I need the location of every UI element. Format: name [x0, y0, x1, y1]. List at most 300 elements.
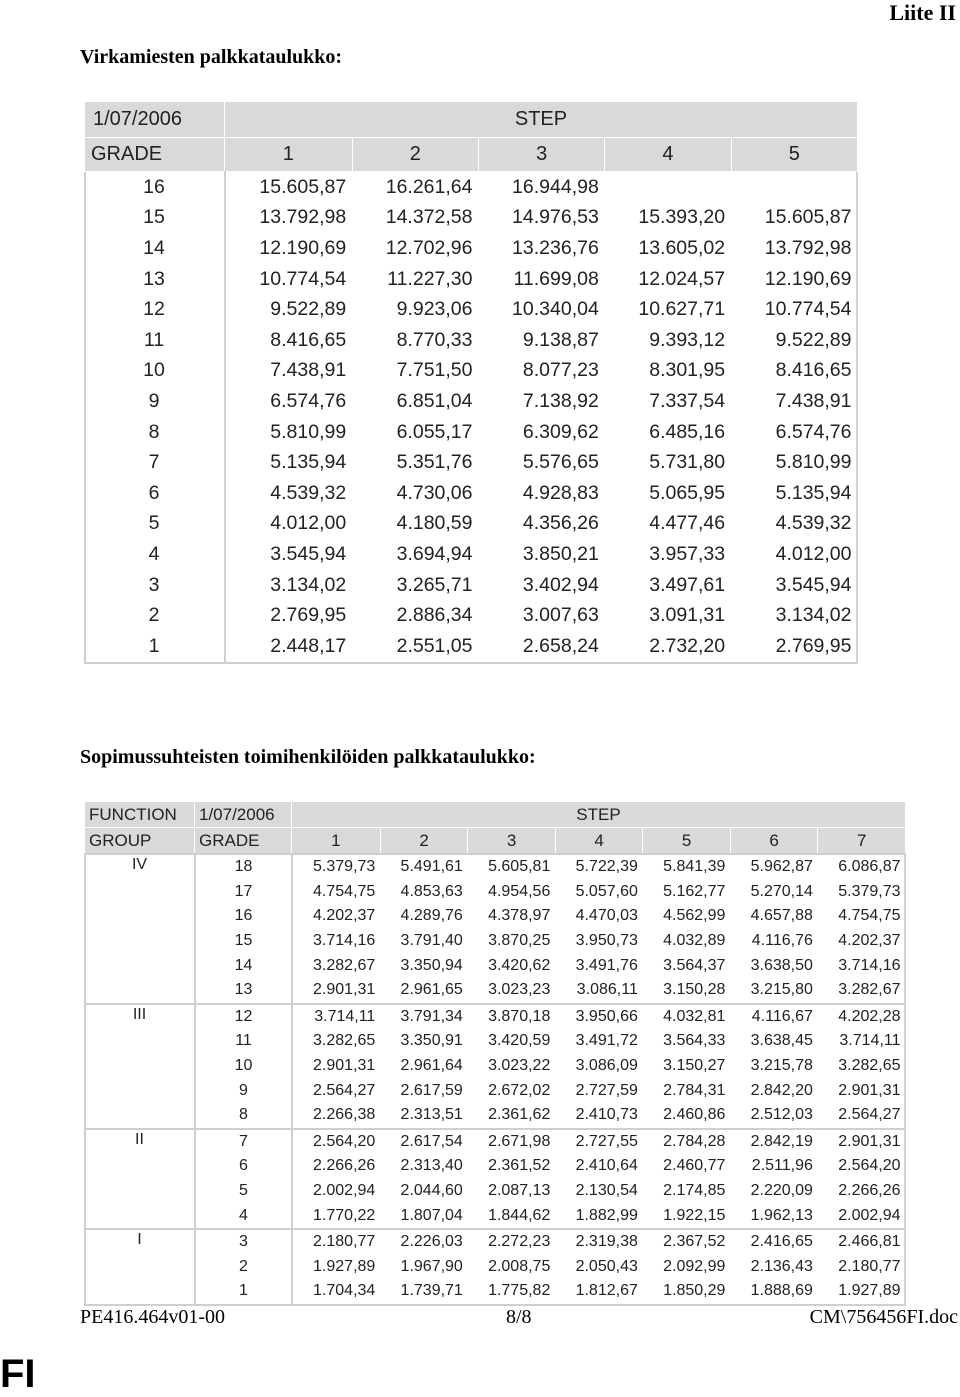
table-row: [85, 1103, 906, 1129]
table-row: [85, 509, 858, 540]
salary-cell: 5.810,99: [270, 420, 347, 443]
salary-cell: 5.270,14: [750, 882, 813, 900]
salary-cell: [731, 172, 857, 203]
salary-cell: 1.882,99: [575, 1206, 638, 1224]
salary-cell: 3.023,22: [488, 1057, 551, 1075]
salary-cell: 2.180,77: [838, 1257, 901, 1275]
step-number: 6: [730, 828, 818, 855]
salary-cell: 3.870,18: [468, 1004, 556, 1030]
salary-cell: 2.564,20: [292, 1129, 381, 1155]
salary-cell: 8.301,95: [649, 359, 726, 382]
table-row: [85, 478, 858, 509]
salary-cell: 3.215,78: [750, 1057, 813, 1075]
salary-cell: 2.512,03: [750, 1106, 813, 1124]
salary-cell: 2.087,13: [488, 1182, 551, 1200]
grade-cell: 2: [195, 1255, 292, 1280]
salary-cell: 1.775,82: [468, 1279, 556, 1305]
salary-cell: 2.220,09: [750, 1182, 813, 1200]
salary-cell: 4.730,06: [396, 481, 473, 504]
table-row: [85, 631, 858, 663]
salary-cell: 6.574,76: [775, 420, 852, 443]
grade-cell: 14: [195, 953, 292, 978]
salary-cell: 2.361,52: [488, 1157, 551, 1175]
salary-cell: 10.774,54: [259, 267, 347, 290]
grade-cell: 8: [195, 1103, 292, 1129]
salary-cell: 5.722,39: [555, 854, 643, 880]
table-row: [85, 880, 906, 905]
salary-cell: 9.138,87: [522, 328, 599, 351]
salary-cell: 1.850,29: [643, 1279, 731, 1305]
salary-cell: 12.024,57: [638, 267, 726, 290]
salary-cell: 2.842,20: [750, 1081, 813, 1099]
salary-cell: 2.002,94: [838, 1206, 901, 1224]
grade-cell: 15: [85, 203, 225, 234]
table-row: [85, 1179, 906, 1204]
salary-cell: 4.754,75: [313, 882, 376, 900]
salary-cell: 2.769,95: [731, 631, 857, 663]
salary-cell: 2.564,27: [313, 1081, 376, 1099]
salary-cell: 4.202,37: [313, 907, 376, 925]
salary-cell: 4.539,32: [775, 512, 852, 535]
salary-cell: 9.522,89: [270, 298, 347, 321]
table-row: [85, 203, 858, 234]
salary-cell: 13.792,98: [764, 236, 852, 259]
salary-cell: 4.539,32: [270, 481, 347, 504]
table-row: [85, 1029, 906, 1054]
grade-cell: 6: [195, 1154, 292, 1179]
salary-cell: 2.658,24: [479, 631, 605, 663]
language-code: FI: [0, 1352, 36, 1396]
salary-cell: 4.202,37: [838, 932, 901, 950]
salary-cell: 1.888,69: [730, 1279, 818, 1305]
step-number: 1: [292, 828, 381, 855]
salary-cell: 2.002,94: [313, 1182, 376, 1200]
grade-cell: 1: [85, 631, 225, 663]
table-row: [85, 953, 906, 978]
step-number: 4: [605, 138, 731, 172]
salary-cell: 3.638,45: [750, 1032, 813, 1050]
table-row: [85, 417, 858, 448]
salary-cell: 1.704,34: [292, 1279, 381, 1305]
salary-cell: 2.266,38: [313, 1106, 376, 1124]
salary-cell: 3.282,67: [313, 956, 376, 974]
salary-cell: 2.174,85: [663, 1182, 726, 1200]
salary-cell: 2.551,05: [352, 631, 478, 663]
officials-table-title: Virkamiesten palkkataulukko:: [80, 46, 343, 68]
salary-cell: 4.032,89: [663, 932, 726, 950]
salary-cell: 4.853,63: [400, 882, 463, 900]
salary-cell: 7.438,91: [270, 359, 347, 382]
salary-cell: 2.460,77: [663, 1157, 726, 1175]
salary-cell: 3.497,61: [649, 573, 726, 596]
salary-cell: 12.702,96: [385, 236, 473, 259]
salary-cell: 3.870,25: [488, 932, 551, 950]
salary-cell: 3.638,50: [750, 956, 813, 974]
grade-cell: 16: [85, 172, 225, 203]
table-date: 1/07/2006: [195, 802, 292, 828]
salary-cell: 6.485,16: [649, 420, 726, 443]
salary-cell: 3.950,66: [555, 1004, 643, 1030]
salary-cell: 9.522,89: [775, 328, 852, 351]
salary-cell: 3.215,80: [750, 981, 813, 999]
grade-header: GRADE: [85, 138, 225, 172]
salary-cell: 1.967,90: [400, 1257, 463, 1275]
salary-cell: 2.886,34: [396, 604, 473, 627]
step-number: 5: [643, 828, 731, 855]
salary-cell: 3.134,02: [270, 573, 347, 596]
salary-cell: 1.962,13: [750, 1206, 813, 1224]
table-row: [85, 1255, 906, 1280]
table-row: [85, 1203, 906, 1229]
salary-cell: 2.226,03: [380, 1229, 468, 1255]
grade-cell: 11: [85, 325, 225, 356]
table-row: [85, 570, 858, 601]
salary-cell: 2.732,20: [605, 631, 731, 663]
salary-cell: 4.202,28: [818, 1004, 906, 1030]
doc-reference: PE416.464v01-00: [80, 1306, 225, 1328]
grade-cell: 4: [195, 1203, 292, 1229]
salary-cell: 2.008,75: [488, 1257, 551, 1275]
function-group-cell: II: [85, 1129, 195, 1229]
salary-cell: 5.731,80: [649, 451, 726, 474]
salary-cell: 5.962,87: [730, 854, 818, 880]
salary-cell: 3.791,40: [400, 932, 463, 950]
salary-cell: 15.605,87: [259, 175, 347, 198]
table-row: [85, 539, 858, 570]
salary-cell: 3.282,65: [313, 1032, 376, 1050]
salary-cell: 4.562,99: [663, 907, 726, 925]
salary-cell: 2.617,59: [400, 1081, 463, 1099]
salary-cell: 6.309,62: [522, 420, 599, 443]
salary-cell: 2.367,52: [643, 1229, 731, 1255]
salary-cell: 6.574,76: [270, 389, 347, 412]
salary-cell: 3.086,11: [576, 981, 638, 999]
salary-cell: 2.466,81: [818, 1229, 906, 1255]
salary-cell: 3.714,16: [838, 956, 901, 974]
salary-cell: 4.477,46: [649, 512, 726, 535]
table-row: [85, 447, 858, 478]
step-number: 5: [731, 138, 857, 172]
grade-cell: 7: [195, 1129, 292, 1155]
salary-cell: 2.671,98: [468, 1129, 556, 1155]
salary-cell: 2.130,54: [575, 1182, 638, 1200]
grade-cell: 12: [85, 294, 225, 325]
salary-cell: 4.470,03: [575, 907, 638, 925]
salary-cell: 4.378,97: [488, 907, 551, 925]
step-number: 7: [818, 828, 906, 855]
grade-cell: 18: [195, 854, 292, 880]
salary-cell: 2.050,43: [575, 1257, 638, 1275]
table-row: [85, 929, 906, 954]
salary-cell: 3.091,31: [649, 604, 726, 627]
grade-cell: 13: [85, 264, 225, 295]
salary-cell: 15.393,20: [638, 206, 726, 229]
salary-cell: 2.961,64: [400, 1057, 463, 1075]
table-row: [85, 1229, 906, 1255]
table-row: [85, 1054, 906, 1079]
salary-cell: 5.841,39: [643, 854, 731, 880]
salary-cell: 5.379,73: [838, 882, 901, 900]
salary-cell: 3.023,23: [488, 981, 551, 999]
salary-cell: 8.077,23: [522, 359, 599, 382]
salary-cell: 3.694,94: [396, 542, 473, 565]
salary-cell: 3.545,94: [775, 573, 852, 596]
salary-cell: 3.714,11: [292, 1004, 381, 1030]
salary-cell: 2.180,77: [292, 1229, 381, 1255]
salary-cell: 2.901,31: [838, 1081, 901, 1099]
salary-cell: 2.564,27: [838, 1106, 901, 1124]
grade-cell: 6: [85, 478, 225, 509]
step-number: 2: [380, 828, 468, 855]
salary-cell: 1.807,04: [400, 1206, 463, 1224]
table-date: 1/07/2006: [85, 102, 225, 138]
salary-cell: 2.460,86: [663, 1106, 726, 1124]
table-row: [85, 1154, 906, 1179]
salary-cell: [605, 172, 731, 203]
salary-cell: 13.605,02: [638, 236, 726, 259]
grade-cell: 1: [195, 1279, 292, 1305]
salary-cell: 2.266,26: [838, 1182, 901, 1200]
salary-cell: 3.265,71: [396, 573, 473, 596]
table-row: [85, 264, 858, 295]
salary-cell: 4.116,76: [751, 932, 813, 950]
table-row: [85, 294, 858, 325]
step-number: 3: [468, 828, 556, 855]
salary-cell: 3.150,28: [663, 981, 726, 999]
salary-cell: 3.282,67: [838, 981, 901, 999]
salary-cell: 3.950,73: [575, 932, 638, 950]
salary-cell: 4.928,83: [522, 481, 599, 504]
annex-label: Liite II: [889, 0, 956, 25]
table-row: [85, 600, 858, 631]
grade-cell: 10: [195, 1054, 292, 1079]
salary-cell: 13.792,98: [259, 206, 347, 229]
step-number: 3: [479, 138, 605, 172]
salary-cell: 3.545,94: [270, 542, 347, 565]
salary-cell: 2.410,73: [575, 1106, 638, 1124]
salary-cell: 5.576,65: [522, 451, 599, 474]
grade-cell: 17: [195, 880, 292, 905]
salary-cell: 4.289,76: [400, 907, 463, 925]
salary-cell: 5.135,94: [775, 481, 852, 504]
salary-cell: 2.092,99: [663, 1257, 726, 1275]
salary-cell: 4.180,59: [396, 512, 473, 535]
grade-cell: 14: [85, 233, 225, 264]
salary-cell: 9.923,06: [396, 298, 473, 321]
grade-cell: 7: [85, 447, 225, 478]
salary-cell: 3.134,02: [775, 604, 852, 627]
salary-cell: 9.393,12: [649, 328, 726, 351]
salary-cell: 3.714,16: [313, 932, 376, 950]
grade-cell: 13: [195, 978, 292, 1004]
salary-cell: 2.727,55: [555, 1129, 643, 1155]
salary-cell: 1.812,67: [555, 1279, 643, 1305]
table-row: [85, 978, 906, 1004]
salary-cell: 4.356,26: [522, 512, 599, 535]
file-name: CM\756456FI.doc: [809, 1306, 958, 1328]
contract-staff-table-title: Sopimussuhteisten toimihenkilöiden palkkataulukko:: [80, 746, 536, 768]
salary-cell: 10.340,04: [512, 298, 599, 321]
salary-cell: 3.564,37: [663, 956, 726, 974]
grade-cell: 3: [85, 570, 225, 601]
grade-header: GRADE: [195, 828, 292, 855]
salary-cell: 15.605,87: [764, 206, 852, 229]
salary-cell: 2.044,60: [400, 1182, 463, 1200]
table-row: [85, 1078, 906, 1103]
step-header: STEP: [225, 102, 858, 138]
salary-cell: 2.511,96: [751, 1157, 813, 1175]
grade-cell: 9: [85, 386, 225, 417]
salary-cell: 10.627,71: [638, 298, 726, 321]
page-number: 8/8: [506, 1306, 532, 1328]
salary-cell: 5.491,61: [380, 854, 468, 880]
salary-cell: 5.379,73: [292, 854, 381, 880]
salary-cell: 2.313,51: [400, 1106, 463, 1124]
salary-cell: 6.086,87: [818, 854, 906, 880]
table-row: [85, 1279, 906, 1305]
salary-cell: 8.770,33: [396, 328, 473, 351]
salary-cell: 2.784,31: [663, 1081, 726, 1099]
salary-cell: 1.922,15: [663, 1206, 726, 1224]
salary-cell: 2.266,26: [313, 1157, 376, 1175]
table-row: [85, 172, 858, 203]
salary-cell: 2.313,40: [400, 1157, 463, 1175]
salary-cell: 2.416,65: [730, 1229, 818, 1255]
salary-cell: 3.350,91: [400, 1032, 463, 1050]
salary-cell: 5.810,99: [775, 451, 852, 474]
contract-staff-salary-table: [84, 801, 906, 1306]
salary-cell: 16.944,98: [512, 175, 599, 198]
table-row: [85, 233, 858, 264]
salary-cell: 2.784,28: [643, 1129, 731, 1155]
group-header: GROUP: [85, 828, 195, 855]
grade-cell: 11: [195, 1029, 292, 1054]
function-group-cell: IV: [85, 854, 195, 1004]
salary-cell: 5.065,95: [649, 481, 726, 504]
salary-cell: 4.012,00: [775, 542, 852, 565]
salary-cell: 3.282,65: [838, 1057, 901, 1075]
grade-cell: 15: [195, 929, 292, 954]
salary-cell: 2.410,64: [575, 1157, 638, 1175]
salary-cell: 4.954,56: [488, 882, 551, 900]
salary-cell: 5.057,60: [575, 882, 638, 900]
salary-cell: 1.844,62: [488, 1206, 551, 1224]
salary-cell: 4.032,81: [643, 1004, 731, 1030]
table-row: [85, 356, 858, 387]
table-row: [85, 386, 858, 417]
grade-cell: 8: [85, 417, 225, 448]
salary-cell: 2.672,02: [488, 1081, 551, 1099]
salary-cell: 3.491,76: [575, 956, 638, 974]
salary-cell: 16.261,64: [385, 175, 473, 198]
salary-cell: 3.086,09: [575, 1057, 638, 1075]
table-row: [85, 904, 906, 929]
step-number: 2: [352, 138, 478, 172]
grade-cell: 3: [195, 1229, 292, 1255]
salary-cell: 5.605,81: [468, 854, 556, 880]
step-number: 4: [555, 828, 643, 855]
grade-cell: 10: [85, 356, 225, 387]
salary-cell: 2.617,54: [380, 1129, 468, 1155]
table-row: [85, 1129, 906, 1155]
grade-cell: 5: [195, 1179, 292, 1204]
grade-cell: 16: [195, 904, 292, 929]
function-header: FUNCTION: [85, 802, 195, 828]
salary-cell: 2.448,17: [225, 631, 353, 663]
officials-salary-table: [84, 101, 858, 664]
step-number: 1: [225, 138, 353, 172]
salary-cell: 1.739,71: [380, 1279, 468, 1305]
table-row: [85, 325, 858, 356]
salary-cell: 2.136,43: [750, 1257, 813, 1275]
salary-cell: 3.957,33: [649, 542, 726, 565]
grade-cell: 2: [85, 600, 225, 631]
salary-cell: 2.842,19: [730, 1129, 818, 1155]
salary-cell: 12.190,69: [259, 236, 347, 259]
salary-cell: 8.416,65: [775, 359, 852, 382]
salary-cell: 2.727,59: [575, 1081, 638, 1099]
salary-cell: 5.135,94: [270, 451, 347, 474]
salary-cell: 2.901,31: [313, 1057, 376, 1075]
salary-cell: 7.438,91: [775, 389, 852, 412]
salary-cell: 8.416,65: [270, 328, 347, 351]
salary-cell: 14.976,53: [512, 206, 599, 229]
grade-cell: 5: [85, 509, 225, 540]
grade-cell: 9: [195, 1078, 292, 1103]
salary-cell: 3.420,59: [488, 1032, 551, 1050]
salary-cell: 2.901,31: [313, 981, 376, 999]
salary-cell: 3.150,27: [663, 1057, 726, 1075]
salary-cell: 2.901,31: [818, 1129, 906, 1155]
salary-cell: 13.236,76: [512, 236, 599, 259]
salary-cell: 3.791,34: [380, 1004, 468, 1030]
salary-cell: 6.055,17: [396, 420, 473, 443]
function-group-cell: I: [85, 1229, 195, 1305]
salary-cell: 2.319,38: [555, 1229, 643, 1255]
salary-cell: 6.851,04: [396, 389, 473, 412]
salary-cell: 2.769,95: [270, 604, 347, 627]
salary-cell: 11.227,30: [387, 267, 473, 290]
salary-cell: 3.850,21: [522, 542, 599, 565]
salary-cell: 5.351,76: [396, 451, 473, 474]
salary-cell: 4.012,00: [270, 512, 347, 535]
step-header: STEP: [292, 802, 906, 828]
salary-cell: 12.190,69: [764, 267, 852, 290]
salary-cell: 7.138,92: [522, 389, 599, 412]
salary-cell: 4.116,67: [730, 1004, 818, 1030]
salary-cell: 3.714,11: [839, 1032, 901, 1050]
table-row: [85, 1004, 906, 1030]
salary-cell: 4.657,88: [750, 907, 813, 925]
salary-cell: 3.564,33: [663, 1032, 726, 1050]
table-row: [85, 854, 906, 880]
salary-cell: 5.162,77: [663, 882, 726, 900]
salary-cell: 2.961,65: [400, 981, 463, 999]
salary-cell: 2.361,62: [488, 1106, 551, 1124]
grade-cell: 12: [195, 1004, 292, 1030]
salary-cell: 3.491,72: [575, 1032, 638, 1050]
salary-cell: 11.699,08: [513, 267, 599, 290]
salary-cell: 1.770,22: [313, 1206, 376, 1224]
salary-cell: 3.350,94: [400, 956, 463, 974]
grade-cell: 4: [85, 539, 225, 570]
salary-cell: 7.751,50: [396, 359, 473, 382]
salary-cell: 2.272,23: [468, 1229, 556, 1255]
salary-cell: 3.420,62: [488, 956, 551, 974]
salary-cell: 7.337,54: [649, 389, 726, 412]
salary-cell: 14.372,58: [385, 206, 473, 229]
salary-cell: 10.774,54: [764, 298, 852, 321]
